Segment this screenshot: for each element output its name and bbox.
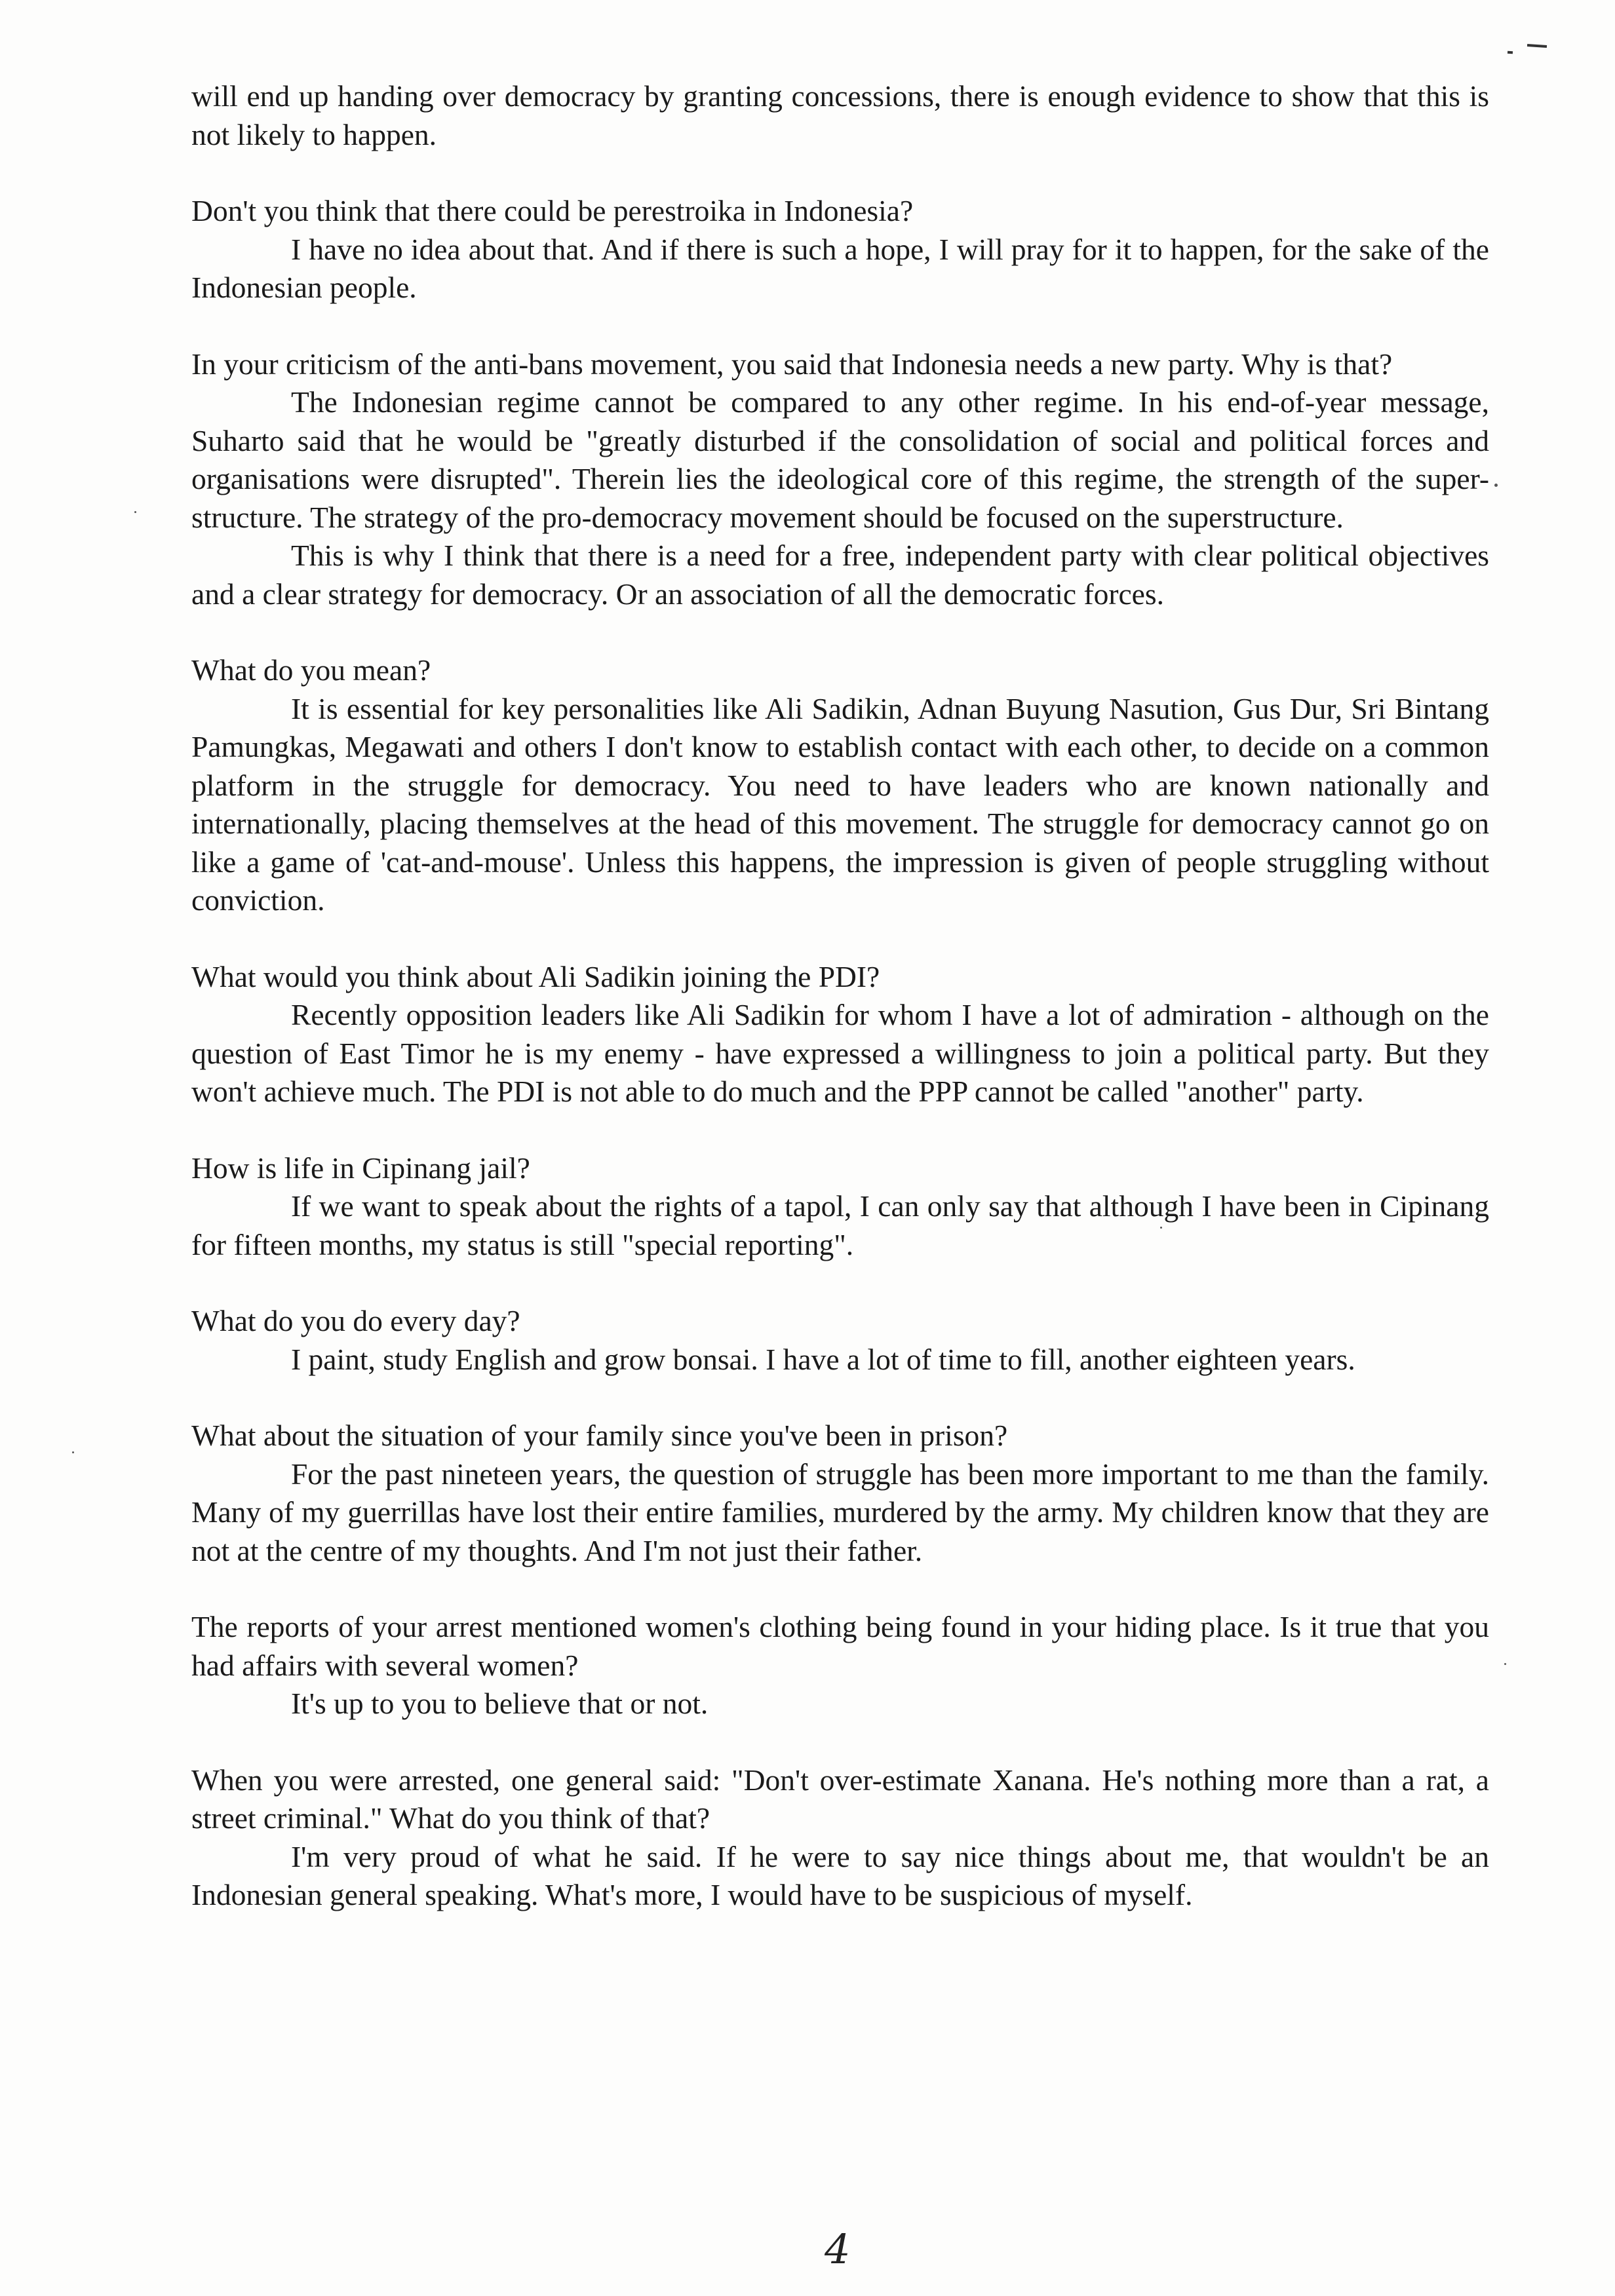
scan-speck <box>1504 1663 1506 1665</box>
scan-speck <box>72 1451 74 1453</box>
qa-block <box>191 1608 1489 1723</box>
question: What do you do every day? <box>191 1304 520 1337</box>
interview-text <box>191 77 1489 1953</box>
question: Don't you think that there could be perestroika in Indonesia? <box>191 194 914 227</box>
answer: It's up to you to believe that or not. <box>291 1687 709 1720</box>
qa-block <box>191 192 1489 307</box>
qa-block <box>191 1417 1489 1570</box>
text-block-continuation <box>191 77 1489 154</box>
qa-block <box>191 1761 1489 1915</box>
page-number: 4 <box>825 2225 851 2273</box>
scan-mark <box>1508 51 1513 54</box>
continuation-paragraph: will end up handing over democracy by granting concessions, there is enough evidence to show that this is not likely to happen. <box>191 79 1489 151</box>
scan-mark <box>1527 44 1547 48</box>
question: When you were arrested, one general said: "Don't over-estimate Xanana. He's nothing more than a rat, a street criminal." What do you think of that? <box>191 1763 1489 1835</box>
answer: Recently opposition leaders like Ali Sadikin for whom I have a lot of admiration - although on the question of East Timor he is my enemy - have expressed a willingness to join a political party. But they won't achieve much. The PDI is not able to do much and the PPP cannot be called "another" party. <box>191 998 1489 1108</box>
question: What would you think about Ali Sadikin joining the PDI? <box>191 959 880 993</box>
answer: This is why I think that there is a need for a free, independent party with clear political objectives and a clear strategy for democracy. Or an association of all the democratic forces. <box>191 539 1489 611</box>
qa-block <box>191 1302 1489 1379</box>
answer: It is essential for key personalities like Ali Sadikin, Adnan Buyung Nasution, Gus Dur, Sri Bintang Pamungkas, Megawati and others I don't know to establish contact with each other, to decide on a common platform in the struggle for democracy. You need to have leaders who are known nationally and internationally, placing themselves at the head of this movement. The struggle for democracy cannot go on like a game of 'cat-and-mouse'. Unless this happens, the impression is given of people struggling without conviction. <box>191 691 1489 917</box>
question: What about the situation of your family since you've been in prison? <box>191 1419 1008 1452</box>
answer: The Indonesian regime cannot be compared to any other regime. In his end-of-year message, Suharto said that he would be "greatly disturbed if the consolidation of social and political forces and organisations were disrupted". Therein lies the ideological core of this regime, the strength of the super-structure. The strategy of the pro-democracy movement should be focused on the superstructure. <box>191 385 1489 534</box>
question: What do you mean? <box>191 653 431 687</box>
question: The reports of your arrest mentioned women's clothing being found in your hiding place. Is it true that you had affairs with several women? <box>191 1610 1489 1682</box>
qa-block <box>191 1149 1489 1265</box>
qa-block <box>191 345 1489 614</box>
scan-speck <box>1494 484 1498 487</box>
qa-block <box>191 651 1489 920</box>
answer: If we want to speak about the rights of a tapol, I can only say that although I have been in Cipinang for fifteen months, my status is still "special reporting". <box>191 1189 1489 1261</box>
qa-block <box>191 958 1489 1111</box>
answer: I'm very proud of what he said. If he were to say nice things about me, that wouldn't be an Indonesian general speaking. What's more, I would have to be suspicious of myself. <box>191 1839 1489 1911</box>
answer: For the past nineteen years, the question of struggle has been more important to me than the family. Many of my guerrillas have lost their entire families, murdered by the army. My children know that they are not at the centre of my thoughts. And I'm not just their father. <box>191 1457 1489 1567</box>
question: How is life in Cipinang jail? <box>191 1151 530 1185</box>
answer: I have no idea about that. And if there is such a hope, I will pray for it to happen, for the sake of the Indonesian people. <box>191 232 1489 304</box>
scan-speck <box>134 511 136 513</box>
question: In your criticism of the anti-bans movement, you said that Indonesia needs a new party. Why is that? <box>191 347 1393 381</box>
answer: I paint, study English and grow bonsai. I have a lot of time to fill, another eighteen years. <box>291 1342 1355 1376</box>
